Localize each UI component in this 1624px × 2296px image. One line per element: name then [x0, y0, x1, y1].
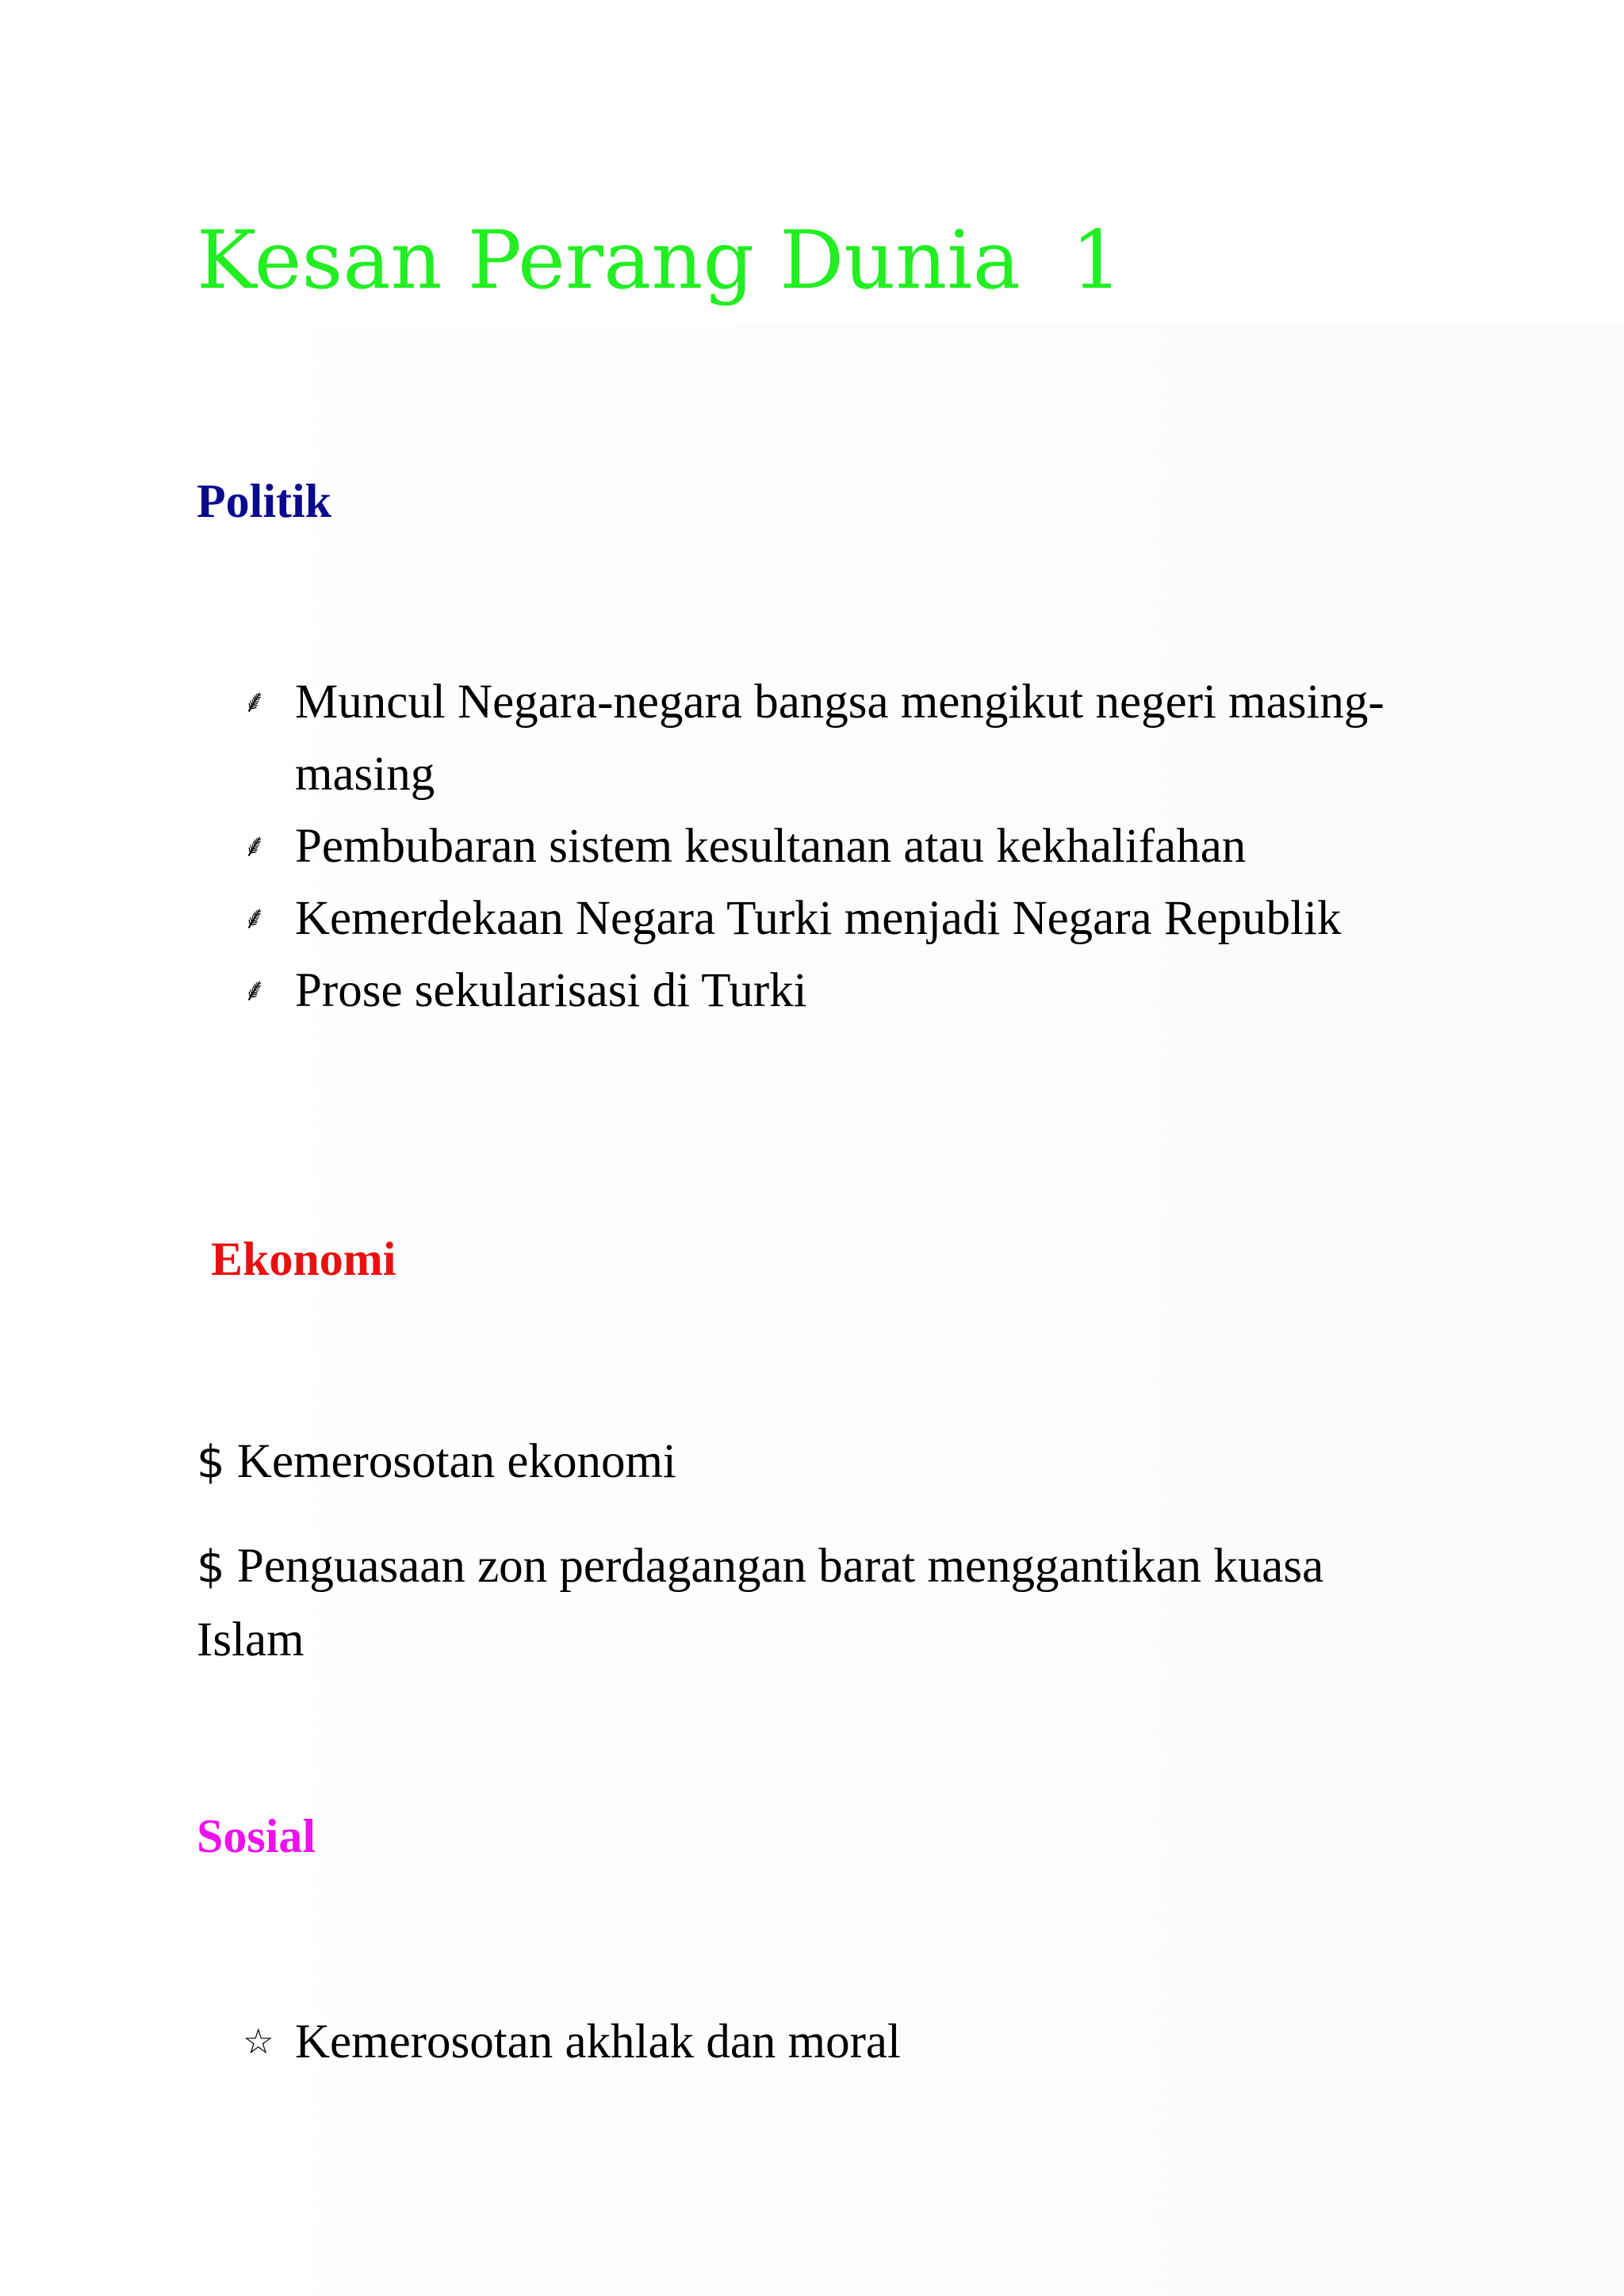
- star-outline-icon: ☆: [243, 2022, 274, 2062]
- dollar-sign-icon: $: [197, 1437, 225, 1488]
- list-item-text: Kemerosotan akhlak dan moral: [295, 2015, 901, 2068]
- document-title: Kesan Perang Dunia 1: [197, 213, 1123, 307]
- list-item-text: Kemerdekaan Negara Turki menjadi Negara Republik: [295, 892, 1342, 945]
- dollar-sign-icon: $: [197, 1541, 225, 1593]
- list-item: [243, 882, 1445, 955]
- curly-arrow-bullet-icon: ⸙: [243, 683, 266, 720]
- curly-arrow-bullet-icon: ⸙: [243, 900, 266, 936]
- list-item: [243, 955, 1445, 1027]
- curly-arrow-bullet-icon: ⸙: [243, 828, 266, 864]
- sosial-list: [243, 2006, 1484, 2078]
- list-item-text: Muncul Negara-negara bangsa mengikut negeri masing-masing: [295, 675, 1385, 801]
- ekonomi-item-text: Penguasaan zon perdagangan barat menggantikan kuasa Islam: [197, 1540, 1324, 1667]
- section-heading-politik: Politik: [197, 475, 332, 527]
- ekonomi-item: [197, 1425, 1386, 1499]
- politik-list: [243, 666, 1445, 1027]
- section-heading-ekonomi: Ekonomi: [211, 1233, 396, 1285]
- section-heading-sosial: Sosial: [197, 1810, 316, 1862]
- list-item: [243, 2006, 1484, 2078]
- curly-arrow-bullet-icon: ⸙: [243, 972, 266, 1008]
- list-item: [243, 666, 1445, 810]
- ekonomi-item: [197, 1530, 1386, 1677]
- list-item: [243, 810, 1445, 882]
- ekonomi-item-text: Kemerosotan ekonomi: [236, 1435, 676, 1488]
- list-item-text: Pembubaran sistem kesultanan atau kekhalifahan: [295, 820, 1247, 873]
- list-item-text: Prose sekularisasi di Turki: [295, 964, 807, 1017]
